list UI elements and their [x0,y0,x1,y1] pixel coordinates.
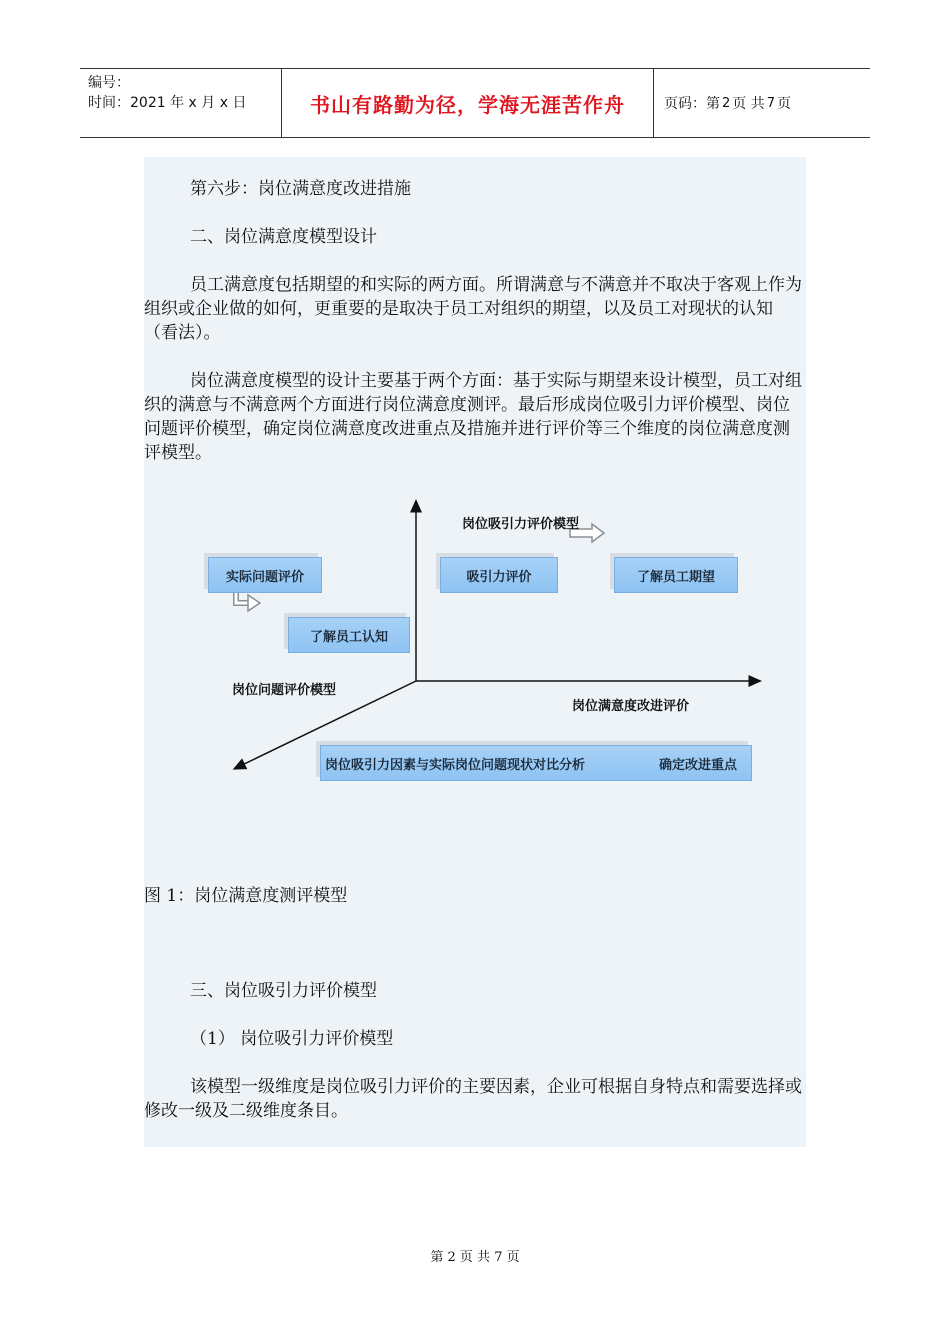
axis-right-label: 岗位满意度改进评价 [572,699,690,714]
box-actual-problem: 实际问题评价 [208,557,322,593]
axis-left-label: 岗位问题评价模型 [232,683,337,698]
page-current: 2 [722,95,731,111]
page-mid: 页 共 [732,96,765,112]
step6-heading: 第六步：岗位满意度改进措施 [190,179,411,199]
box-compare-analysis [320,745,752,781]
code-label: 编号： [88,75,130,91]
compare-text: 岗位吸引力因素与实际岗位问题现状对比分析 [325,757,586,773]
figure-caption: 图 1：岗位满意度测评模型 [144,886,348,906]
time-text: 时间：2021 年 x 月 x 日 [88,95,247,111]
axis-top-label: 岗位吸引力评价模型 [462,517,580,532]
subsection-1-heading: （1） 岗位吸引力评价模型 [190,1029,394,1049]
header-meta [80,69,282,137]
header-motto: 书山有路勤为径，学海无涯苦作舟 [282,69,654,137]
compare-result: 确定改进重点 [659,757,738,773]
content-panel [144,157,806,1147]
paragraph-3: 该模型一级维度是岗位吸引力评价的主要因素，企业可根据自身特点和需要选择或修改一级及二级维度条目。 [144,1077,802,1121]
paragraph-1: 员工满意度包括期望的和实际的两方面。所谓满意与不满意并不取决于客观上作为组织或企业做的如何，更重要的是取决于员工对组织的期望，以及员工对现状的认知（看法）。 [144,275,802,343]
box-employee-expectation: 了解员工期望 [614,557,738,593]
page-header [80,68,870,138]
box-employee-cognition: 了解员工认知 [288,617,410,653]
paragraph-2: 岗位满意度模型的设计主要基于两个方面：基于实际与期望来设计模型，员工对组织的满意与不满意两个方面进行岗位满意度测评。最后形成岗位吸引力评价模型、岗位问题评价模型，确定岗位满意度改进重点及措施并进行评价等三个维度的岗位满意度测评模型。 [144,371,802,463]
diagram-axes [200,495,760,785]
box-attraction-eval: 吸引力评价 [440,557,558,593]
section2-heading: 二、岗位满意度模型设计 [190,227,377,247]
page-suffix: 页 [777,96,792,112]
satisfaction-model-diagram [200,495,760,785]
page-total: 7 [766,95,776,111]
page-footer: 第 2 页 共 7 页 [430,1250,520,1265]
l-arrow-head [248,595,260,611]
page-prefix: 页码：第 [664,96,720,112]
section3-heading: 三、岗位吸引力评价模型 [190,981,377,1001]
header-page-number [654,69,870,137]
